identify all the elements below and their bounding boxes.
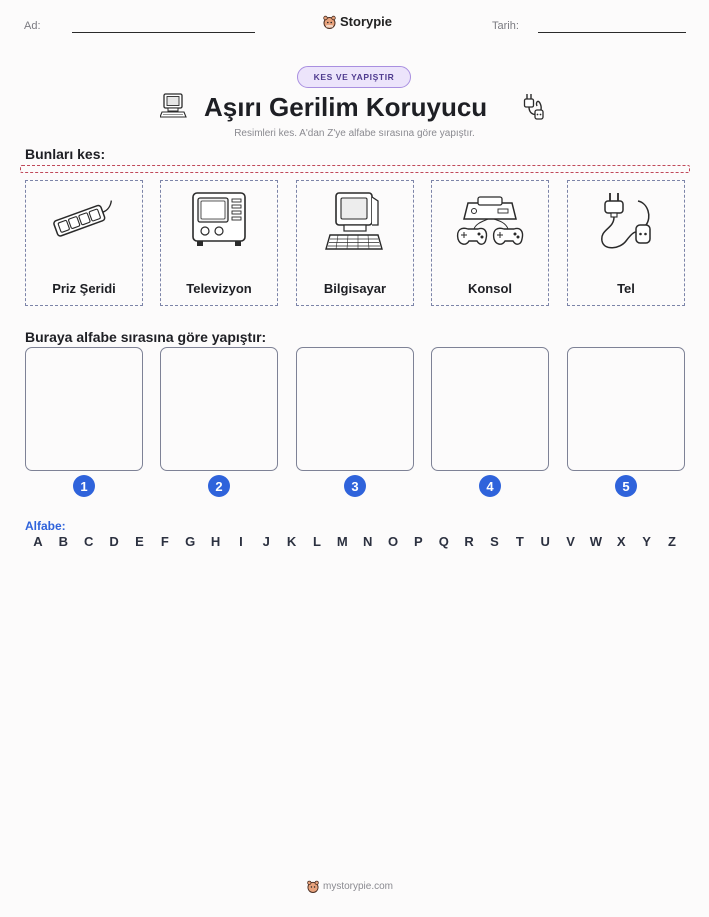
paste-box-5[interactable] xyxy=(567,347,685,471)
alphabet-letter: K xyxy=(286,534,297,549)
slot-number-2: 2 xyxy=(208,475,230,497)
alphabet-letter: B xyxy=(58,534,69,549)
slot-number-3: 3 xyxy=(344,475,366,497)
storypie-mascot-icon xyxy=(323,15,336,29)
alphabet-letter: C xyxy=(84,534,94,549)
alphabet-letter: P xyxy=(414,534,423,549)
alphabet-letter: M xyxy=(336,534,348,549)
footer xyxy=(307,880,393,893)
slot-number-1: 1 xyxy=(73,475,95,497)
paste-heading: Buraya alfabe sırasına göre yapıştır: xyxy=(25,329,267,345)
alphabet-letter: S xyxy=(490,534,499,549)
date-line[interactable] xyxy=(538,32,686,33)
brand-name: Storypie xyxy=(340,14,393,29)
card-label: Tel xyxy=(617,281,635,296)
activity-badge: KES VE YAPIŞTIR xyxy=(297,66,411,88)
paste-box-4[interactable] xyxy=(431,347,549,471)
plug-icon xyxy=(521,92,547,122)
alphabet-letter: E xyxy=(135,534,144,549)
cut-card-cable[interactable] xyxy=(567,180,685,306)
storypie-mascot-icon xyxy=(307,880,319,893)
computer-icon xyxy=(160,92,188,120)
paste-box-1[interactable] xyxy=(25,347,143,471)
slot-number-5: 5 xyxy=(615,475,637,497)
card-label: Konsol xyxy=(467,281,513,296)
alphabet-letter: D xyxy=(109,534,119,549)
alphabet-title: Alfabe: xyxy=(25,519,66,533)
game-console-icon xyxy=(454,189,526,255)
alphabet-letter: J xyxy=(262,534,270,549)
alphabet-letter: Z xyxy=(668,534,676,549)
cut-card-television[interactable] xyxy=(160,180,278,306)
television-icon xyxy=(187,189,251,251)
alphabet-letter: L xyxy=(312,534,321,549)
cable-plug-icon xyxy=(596,189,656,255)
computer-icon xyxy=(322,189,388,255)
footer-site[interactable]: mystorypie.com xyxy=(323,881,394,892)
card-label: Priz Şeridi xyxy=(52,281,116,296)
name-line[interactable] xyxy=(72,32,255,33)
cut-card-computer[interactable] xyxy=(296,180,414,306)
alphabet-letter: V xyxy=(566,534,575,549)
paste-box-2[interactable] xyxy=(160,347,278,471)
alphabet-letter: G xyxy=(185,534,196,549)
slot-number-4: 4 xyxy=(479,475,501,497)
alphabet-letter: I xyxy=(239,534,243,549)
alphabet-letter: T xyxy=(515,534,524,549)
alphabet-letter: Y xyxy=(642,534,651,549)
alphabet-letter: H xyxy=(210,534,221,549)
card-label: Bilgisayar xyxy=(323,281,387,296)
power-strip-icon xyxy=(48,189,120,241)
page-title: Aşırı Gerilim Koruyucu xyxy=(204,92,488,122)
card-label: Televizyon xyxy=(186,281,252,296)
brand-logo xyxy=(323,14,392,29)
alphabet-letter: N xyxy=(362,534,373,549)
alphabet-letter: A xyxy=(33,534,43,549)
alphabet-letter: Q xyxy=(438,534,449,549)
instructions: Resimleri kes. A'dan Z'ye alfabe sırasına göre yapıştır. xyxy=(234,128,475,139)
alphabet-letter: R xyxy=(464,534,474,549)
paste-box-3[interactable] xyxy=(296,347,414,471)
alphabet-row xyxy=(31,534,679,549)
alphabet-letter: U xyxy=(540,534,550,549)
cut-line xyxy=(20,165,690,173)
alphabet-letter: X xyxy=(616,534,626,549)
cut-card-console[interactable] xyxy=(431,180,549,306)
cut-card-power-strip[interactable] xyxy=(25,180,143,306)
name-label: Ad: xyxy=(24,20,41,32)
cut-heading: Bunları kes: xyxy=(25,146,106,162)
alphabet-letter: F xyxy=(160,534,169,549)
alphabet-letter: O xyxy=(387,534,399,549)
alphabet-letter: W xyxy=(589,534,603,549)
date-label: Tarih: xyxy=(492,20,519,32)
